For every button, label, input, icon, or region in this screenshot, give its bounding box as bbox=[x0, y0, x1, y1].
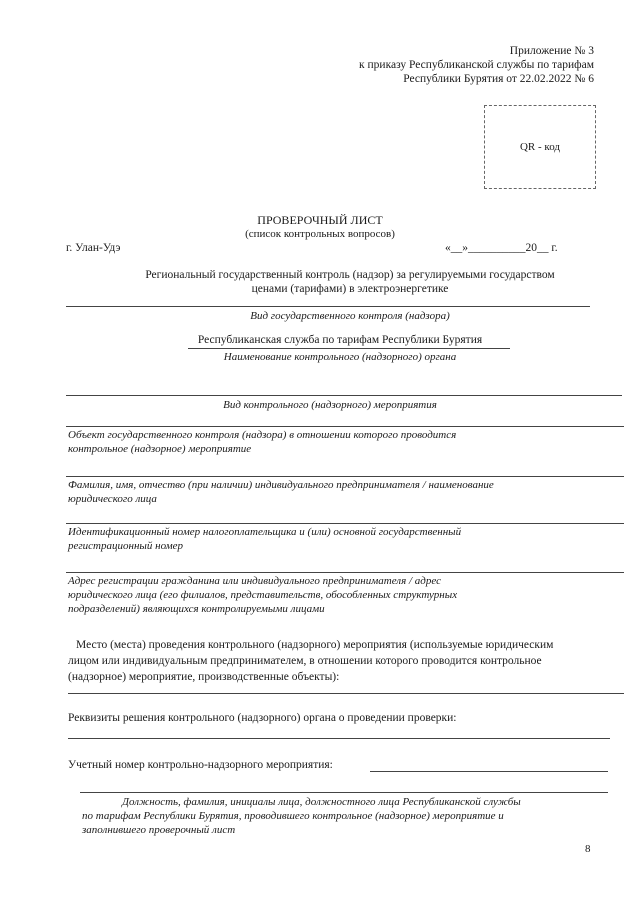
appendix-line-2: к приказу Республиканской службы по тарифам bbox=[359, 59, 594, 71]
object-caption-line-2: контрольное (надзорное) мероприятие bbox=[68, 443, 252, 455]
official-caption-line-2: по тарифам Республики Бурятия, проводившего контрольное (надзорное) мероприятие и bbox=[82, 810, 504, 822]
official-caption-line-1: Должность, фамилия, инициалы лица, должностного лица Республиканской службы bbox=[122, 796, 521, 808]
city-label: г. Улан-Удэ bbox=[66, 242, 121, 254]
qr-label: QR - код bbox=[519, 141, 560, 153]
object-caption bbox=[68, 428, 456, 456]
organ-value: Республиканская служба по тарифам Республики Бурятия bbox=[197, 334, 483, 346]
decision-rule bbox=[68, 738, 610, 739]
official-rule bbox=[80, 792, 608, 793]
appendix-header bbox=[194, 44, 594, 86]
inn-caption-line-2: регистрационный номер bbox=[68, 540, 184, 552]
page-title: ПРОВЕРОЧНЫЙ ЛИСТ bbox=[257, 213, 383, 227]
address-caption-line-3: подразделений) являющихся контролируемыми лицами bbox=[68, 603, 325, 615]
inn-caption bbox=[68, 525, 461, 553]
page-subtitle: (список контрольных вопросов) bbox=[245, 228, 395, 240]
official-caption bbox=[82, 795, 521, 837]
decision-text: Реквизиты решения контрольного (надзорного) органа о проведении проверки: bbox=[68, 712, 457, 724]
address-caption bbox=[68, 574, 457, 616]
event-rule bbox=[66, 395, 622, 396]
address-rule bbox=[66, 572, 624, 573]
place-rule bbox=[68, 693, 624, 694]
control-type-value bbox=[60, 268, 640, 296]
appendix-line-3: Республики Бурятия от 22.02.2022 № 6 bbox=[403, 73, 594, 85]
person-caption bbox=[68, 478, 494, 506]
place-line-3: (надзорное) мероприятие, производственные объекты): bbox=[68, 671, 340, 683]
page-number: 8 bbox=[585, 843, 591, 855]
place-text bbox=[68, 637, 554, 685]
person-caption-line-2: юридического лица bbox=[68, 493, 157, 505]
account-text: Учетный номер контрольно-надзорного мероприятия: bbox=[68, 759, 333, 771]
person-rule bbox=[66, 476, 624, 477]
address-caption-line-2: юридического лица (его филиалов, представительств, обособленных структурных bbox=[68, 589, 458, 601]
control-type-line-1: Региональный государственный контроль (надзор) за регулируемыми государством bbox=[145, 269, 555, 281]
inn-caption-line-1: Идентификационный номер налогоплательщика и (или) основной государственный bbox=[68, 526, 462, 538]
appendix-line-1: Приложение № 3 bbox=[509, 45, 594, 57]
control-type-rule bbox=[66, 306, 590, 307]
control-type-line-2: ценами (тарифами) в электроэнергетике bbox=[251, 283, 449, 295]
control-type-caption: Вид государственного контроля (надзора) bbox=[250, 310, 450, 322]
account-rule bbox=[370, 771, 608, 772]
organ-rule bbox=[188, 348, 510, 349]
address-caption-line-1: Адрес регистрации гражданина или индивидуального предпринимателя / адрес bbox=[68, 575, 441, 587]
object-rule bbox=[66, 426, 624, 427]
inn-rule bbox=[66, 523, 624, 524]
person-caption-line-1: Фамилия, имя, отчество (при наличии) индивидуального предпринимателя / наименование bbox=[68, 479, 494, 491]
place-line-1: Место (места) проведения контрольного (надзорного) мероприятия (используемые юридическим bbox=[76, 639, 554, 651]
official-caption-line-3: заполнившего проверочный лист bbox=[82, 824, 236, 836]
date-field: «__»__________20__ г. bbox=[445, 242, 558, 254]
qr-code-placeholder bbox=[484, 105, 596, 189]
event-caption: Вид контрольного (надзорного) мероприятия bbox=[223, 399, 437, 411]
place-line-2: лицом или индивидуальным предпринимателем, в отношении которого проводится контрольное bbox=[68, 655, 542, 667]
object-caption-line-1: Объект государственного контроля (надзора) в отношении которого проводится bbox=[68, 429, 457, 441]
organ-caption: Наименование контрольного (надзорного) органа bbox=[223, 351, 457, 363]
